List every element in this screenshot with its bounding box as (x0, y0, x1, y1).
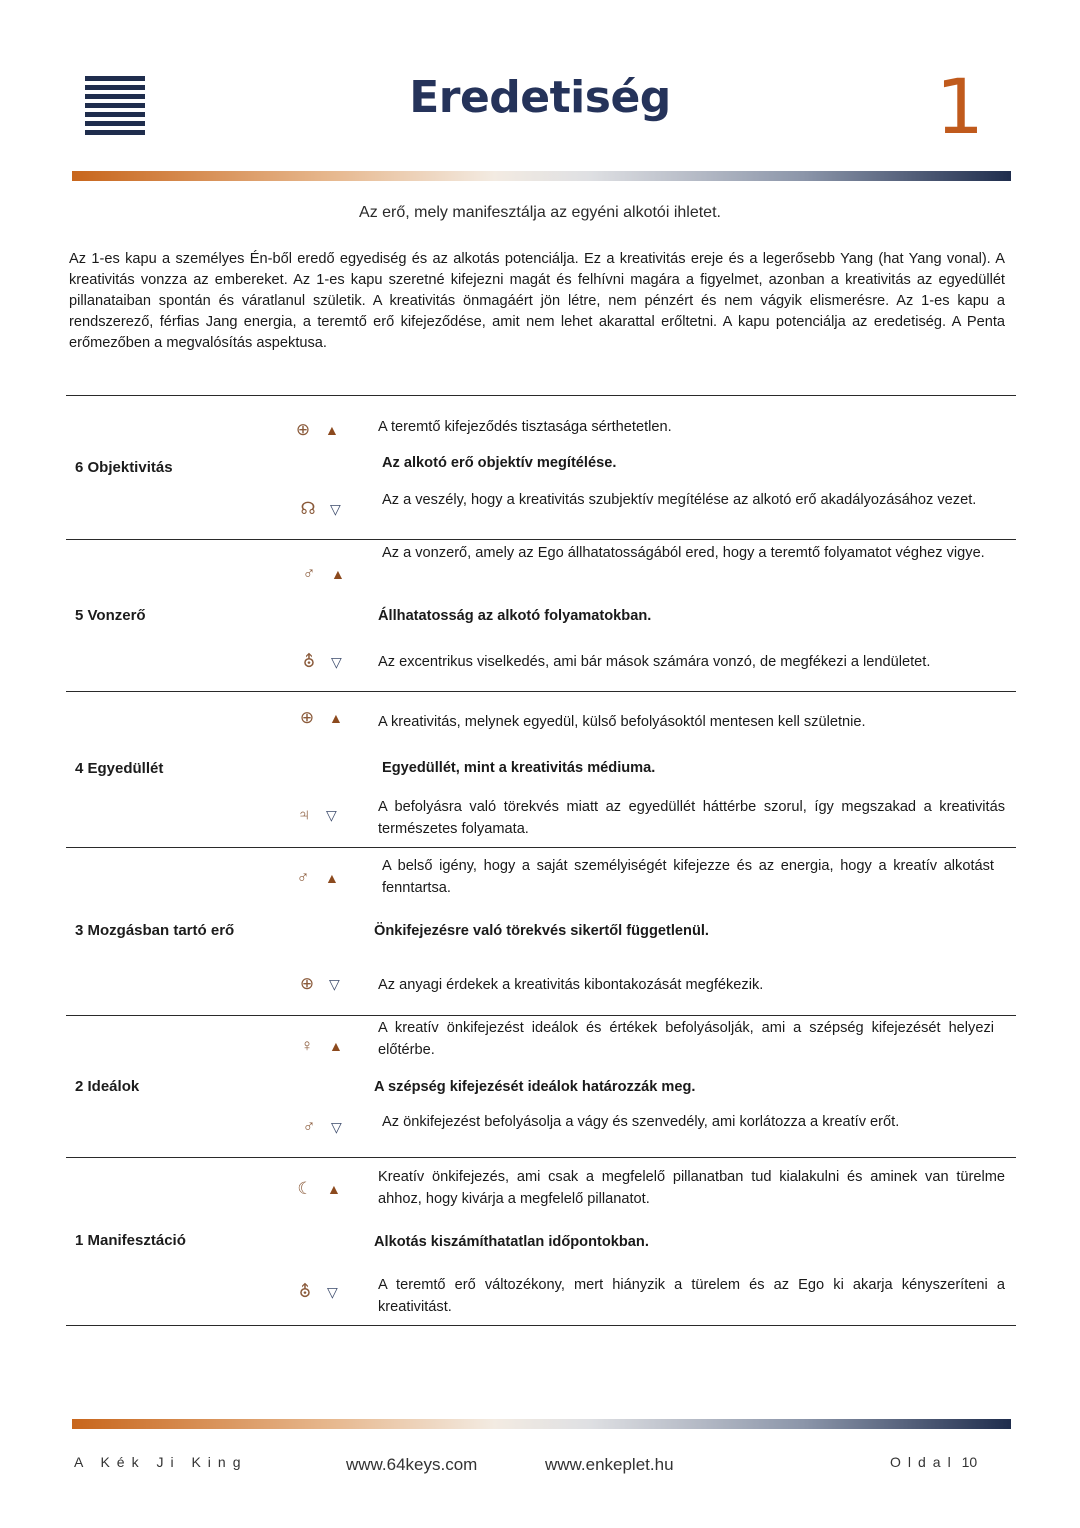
line-row-3 (66, 847, 1016, 1015)
down-triangle-icon: ▽ (326, 807, 337, 823)
down-triangle-icon: ▽ (329, 976, 340, 992)
line-theme: Az alkotó erő objektív megítélése. (382, 455, 617, 471)
uranus-icon: ⛢ ▽ (298, 1282, 338, 1301)
up-triangle-icon: ▲ (329, 710, 343, 726)
detriment-text: Az a veszély, hogy a kreativitás szubjektív megítélése az alkotó erő akadályozásához vezet. (382, 492, 977, 508)
mars-icon: ♂ ▲ (296, 868, 339, 887)
earth-icon: ⊕ ▽ (299, 974, 340, 993)
earth-icon: ⊕ ▲ (295, 420, 339, 439)
line-name: 4 Egyedüllét (75, 760, 164, 777)
down-triangle-icon: ▽ (327, 1284, 338, 1300)
earth-icon: ⊕ ▲ (299, 708, 343, 727)
detriment-text: A befolyásra való törekvés miatt az egyedüllét háttérbe szorul, így megszakad a kreativitás természetes folyamata. (378, 799, 1005, 837)
mars-icon: ♂ ▽ (302, 1117, 342, 1136)
detriment-text: Az önkifejezést befolyásolja a vágy és szenvedély, ami korlátozza a kreatív erőt. (382, 1114, 900, 1130)
line-name: 3 Mozgásban tartó erő (75, 922, 235, 939)
intro-paragraph: Az 1-es kapu a személyes Én-ből eredő egyediség és az alkotás potenciálja. Ez a kreativitás ereje és a legerősebb Yang (hat Yang vonal). A kreativitás vonzza az embereket. Az 1-es kapu szeretné kifejezni magát és felhívni magára a figyelmet, azonban a kreativitás az egyedüllét pillanataiban spontán és váratlanul születik. A kreativitás önmagáért jön létre, nem pénzért és nem vágyik elismerésre. Az 1-es kapu a rendszerező, férfias Jang energia, a teremtő erő kifejeződése, amit nem lehet akarattal erőltetni. A kapu potenciálja az eredetiség. A Penta erőmezőben a megvalósítás aspektusa. (69, 251, 1005, 351)
line-theme: Állhatatosság az alkotó folyamatokban. (378, 608, 652, 624)
website-link-64keys[interactable]: www.64keys.com (346, 1455, 478, 1474)
header-divider (72, 171, 1011, 181)
down-triangle-icon: ▽ (331, 1119, 342, 1135)
website-link-enkeplet[interactable]: www.enkeplet.hu (545, 1455, 674, 1474)
line-theme: A szépség kifejezését ideálok határozzák meg. (374, 1079, 696, 1095)
detriment-text: A teremtő erő változékony, mert hiányzik a türelem és az Ego ki akarja kényszeríteni a kreativitást. (378, 1277, 1005, 1315)
detriment-text: Az anyagi érdekek a kreativitás kibontakozását megfékezik. (378, 977, 764, 993)
up-triangle-icon: ▲ (327, 1181, 341, 1197)
line-row-4 (66, 691, 1016, 847)
line-theme: Egyedüllét, mint a kreativitás médiuma. (382, 760, 656, 776)
line-theme: Önkifejezésre való törekvés sikertől függetlenül. (374, 923, 709, 939)
exaltation-text: A belső igény, hogy a saját személyiségét kifejezze és az energia, hogy a kreatív alkotást fenntartsa. (382, 858, 994, 896)
gate-number: 1 (935, 62, 984, 151)
page-label: Oldal (890, 1454, 958, 1470)
line-row-5 (66, 539, 1016, 691)
jupiter-icon: ♃ ▽ (297, 805, 337, 824)
exaltation-text: Kreatív önkifejezés, ami csak a megfelelő pillanatban tud kialakulni és aminek van türelme ahhoz, hogy kivárja a megfelelő pillanatot. (378, 1169, 1005, 1207)
line-row-6 (66, 395, 1016, 539)
line-row-2 (66, 1015, 1016, 1157)
line-name: 6 Objektivitás (75, 459, 173, 476)
mars-icon: ♂ ▲ (302, 564, 345, 583)
detriment-text: Az excentrikus viselkedés, ami bár mások számára vonzó, de megfékezi a lendületet. (378, 654, 931, 670)
up-triangle-icon: ▲ (325, 870, 339, 886)
up-triangle-icon: ▲ (325, 422, 339, 438)
page-number (890, 1454, 977, 1470)
line-theme: Alkotás kiszámíthatatlan időpontokban. (374, 1234, 649, 1250)
page-number-value: 10 (961, 1454, 978, 1470)
lines-table (66, 395, 1016, 1326)
north-node-icon: ☊ ▽ (300, 499, 341, 518)
venus-icon: ♀ ▲ (300, 1036, 343, 1055)
line-name: 2 Ideálok (75, 1078, 140, 1095)
exaltation-text: Az a vonzerő, amely az Ego állhatatosságából ered, hogy a teremtő folyamatot véghez vigye. (382, 545, 985, 561)
exaltation-text: A teremtő kifejeződés tisztasága sérthetetlen. (378, 419, 672, 435)
up-triangle-icon: ▲ (331, 566, 345, 582)
line-name: 5 Vonzerő (75, 607, 146, 624)
moon-icon: ☾ ▲ (297, 1179, 341, 1198)
line-name: 1 Manifesztáció (75, 1232, 186, 1249)
down-triangle-icon: ▽ (331, 654, 342, 670)
down-triangle-icon: ▽ (330, 501, 341, 517)
page-title: Eredetiség (409, 72, 671, 123)
up-triangle-icon: ▲ (329, 1038, 343, 1054)
exaltation-text: A kreativitás, melynek egyedül, külső befolyásoktól mentesen kell születnie. (378, 714, 866, 730)
uranus-icon: ⛢ ▽ (302, 652, 342, 671)
subtitle: Az erő, mely manifesztálja az egyéni alkotói ihletet. (359, 204, 721, 221)
exaltation-text: A kreatív önkifejezést ideálok és értékek befolyásolják, ami a szépség kifejezését helyezi előtérbe. (378, 1020, 994, 1058)
line-row-1 (66, 1157, 1016, 1326)
footer-divider (72, 1419, 1011, 1429)
book-title: A Kék Ji King (74, 1454, 248, 1470)
